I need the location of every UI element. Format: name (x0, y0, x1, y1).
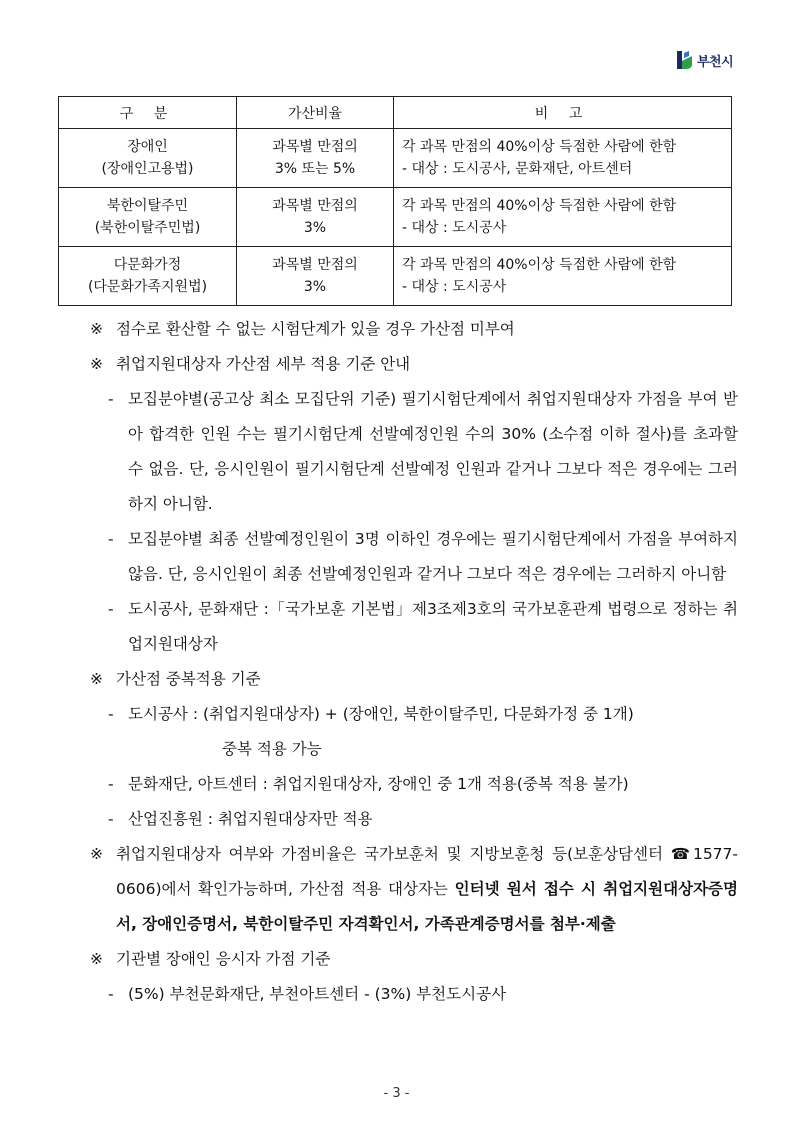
header-category: 구 분 (59, 97, 237, 129)
note-disabled-heading: ※ 기관별 장애인 응시자 가점 기준 (90, 950, 331, 968)
required-documents-text: 인터넷 원서 접수 시 취업지원대상자증명서, 장애인증명서, 북한이탈주민 자격확인서, 가족관계증명서를 첨부·제출 (116, 880, 738, 933)
page-number: - 3 - (383, 1086, 410, 1101)
duplicate-rule-item: - 도시공사 : (취업지원대상자) + (장애인, 북한이탈주민, 다문화가정 중 1개) (108, 705, 634, 723)
note-veteran-verification: ※ 취업지원대상자 여부와 가점비율은 국가보훈처 및 지방보훈청 등(보훈상담센터 ☎1577-0606)에서 확인가능하며, 가산점 적용 대상자는 인터넷 원서 접수 시 취업지원대상자증명서, 장애인증명서, 북한이탈주민 자격확인서, 가족관계증명서를 첨부·제출 (90, 845, 738, 933)
note-duplicate-heading: ※ 가산점 중복적용 기준 (90, 670, 261, 688)
table-header-row (59, 97, 732, 129)
logo-text: 부천시 (697, 54, 734, 70)
note-veteran-detail-heading: ※ 취업지원대상자 가산점 세부 적용 기준 안내 (90, 355, 411, 373)
table-row (59, 247, 732, 306)
document-body (90, 312, 738, 1012)
note-no-conversion: ※ 점수로 환산할 수 없는 시험단계가 있을 경우 가산점 미부여 (90, 320, 515, 338)
row-ratio: 과목별 만점의 3% (237, 247, 394, 306)
disabled-rule-item: - (5%) 부천문화재단, 부천아트센터 - (3%) 부천도시공사 (108, 985, 507, 1003)
bucheon-logo-icon (676, 50, 694, 70)
veteran-rule-item: - 모집분야별 최종 선발예정인원이 3명 이하인 경우에는 필기시험단계에서 가점을 부여하지 않음. 단, 응시인원이 최종 선발예정인원과 같거나 그보다 적은 경우에는 그러하지 아니함 (108, 530, 738, 583)
duplicate-rule-continuation: 중복 적용 가능 (222, 740, 322, 758)
duplicate-rule-item: - 산업진흥원 : 취업지원대상자만 적용 (108, 810, 373, 828)
header-ratio: 가산비율 (237, 97, 394, 129)
table-row (59, 188, 732, 247)
bucheon-logo (676, 50, 733, 70)
table-row (59, 129, 732, 188)
header-note: 비 고 (394, 97, 732, 129)
row-ratio: 과목별 만점의 3% 또는 5% (237, 129, 394, 188)
veteran-rule-item: - 도시공사, 문화재단 :「국가보훈 기본법」제3조제3호의 국가보훈관계 법령으로 정하는 취업지원대상자 (108, 600, 738, 653)
row-category: 북한이탈주민 (북한이탈주민법) (59, 188, 237, 247)
row-note: 각 과목 만점의 40%이상 득점한 사람에 한함 - 대상 : 도시공사 (394, 188, 732, 247)
row-category: 장애인 (장애인고용법) (59, 129, 237, 188)
row-note: 각 과목 만점의 40%이상 득점한 사람에 한함 - 대상 : 도시공사 (394, 247, 732, 306)
row-ratio: 과목별 만점의 3% (237, 188, 394, 247)
row-note: 각 과목 만점의 40%이상 득점한 사람에 한함 - 대상 : 도시공사, 문화재단, 아트센터 (394, 129, 732, 188)
row-category: 다문화가정 (다문화가족지원법) (59, 247, 237, 306)
duplicate-rule-item: - 문화재단, 아트센터 : 취업지원대상자, 장애인 중 1개 적용(중복 적용 불가) (108, 775, 629, 793)
veteran-rule-item: - 모집분야별(공고상 최소 모집단위 기준) 필기시험단계에서 취업지원대상자 가점을 부여 받아 합격한 인원 수는 필기시험단계 선발예정인원 수의 30% (소수점 이하 절사)를 초과할 수 없음. 단, 응시인원이 필기시험단계 선발예정 인원과 같거나 그보다 적은 경우에는 그러하지 아니함. (108, 390, 738, 513)
bonus-points-table (58, 96, 732, 306)
